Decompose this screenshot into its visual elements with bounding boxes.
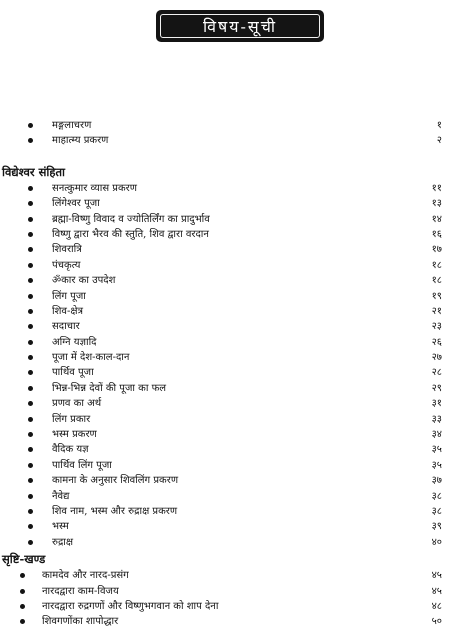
toc-entry-title: भिन्न-भिन्न देवों की पूजा का फल xyxy=(52,382,167,394)
toc-entry xyxy=(0,196,460,211)
bullet-icon xyxy=(28,186,33,191)
toc-entry-title: पंचकृत्य xyxy=(52,259,81,271)
toc-entry xyxy=(0,396,460,411)
bullet-icon xyxy=(28,432,33,437)
toc-entry xyxy=(0,335,460,350)
toc-entry-title: लिंगेश्वर पूजा xyxy=(52,198,100,210)
toc-entry-page-number: ३७ xyxy=(431,475,442,487)
toc-entry-title: नारदद्वारा रुद्रगणों और विष्णुभगवान को शाप देना xyxy=(42,600,219,612)
toc-entry xyxy=(0,242,460,257)
toc-entry xyxy=(0,319,460,334)
toc-entry-title: भस्म xyxy=(52,521,69,533)
toc-entry-page-number: ३५ xyxy=(431,444,442,456)
toc-entry xyxy=(0,427,460,442)
bullet-icon xyxy=(28,278,33,283)
toc-entry-title: मङ्गलाचरण xyxy=(52,120,92,131)
toc-entry xyxy=(0,118,460,133)
toc-entry-page-number: १३ xyxy=(431,198,442,210)
toc-entry-page-number: ५० xyxy=(431,616,442,628)
toc-entry-title: ब्रह्मा-विष्णु विवाद व ज्योतिर्लिंग का प्रादुर्भाव xyxy=(52,213,210,225)
toc-entry-page-number: १८ xyxy=(431,259,442,271)
toc-entry-title: सनत्कुमार व्यास प्रकरण xyxy=(52,182,137,194)
bullet-icon xyxy=(28,294,33,299)
toc-section xyxy=(0,550,460,630)
bullet-icon xyxy=(28,370,33,375)
toc-entry-page-number: २८ xyxy=(431,367,442,379)
toc-entry-page-number: १६ xyxy=(431,228,442,240)
section-gap xyxy=(0,149,460,163)
toc-entry xyxy=(0,365,460,380)
toc-entry xyxy=(0,473,460,488)
toc-entry xyxy=(0,181,460,196)
toc-entry-page-number: ४५ xyxy=(431,570,442,582)
toc-entry-title: पार्थिव लिंग पूजा xyxy=(52,459,112,471)
bullet-icon xyxy=(28,324,33,329)
toc-entry-page-number: ४५ xyxy=(431,585,442,597)
toc-entry-page-number: १ xyxy=(436,120,442,131)
toc-entry-title: वैदिक यज्ञ xyxy=(52,444,89,456)
toc-entry xyxy=(0,504,460,519)
toc-entry-page-number: ४८ xyxy=(431,600,442,612)
bullet-icon xyxy=(28,263,33,268)
toc-entry-title: माहात्म्य प्रकरण xyxy=(52,135,109,147)
toc-entry-title: लिंग पूजा xyxy=(52,290,86,302)
intro-section xyxy=(0,118,460,149)
toc-entry-page-number: २६ xyxy=(431,336,442,348)
toc-entry-page-number: २ xyxy=(436,135,442,147)
toc-entry xyxy=(0,519,460,534)
toc-entry xyxy=(0,273,460,288)
bullet-icon xyxy=(28,386,33,391)
toc-entry xyxy=(0,458,460,473)
toc-entry-title: नारदद्वारा काम-विजय xyxy=(42,585,119,597)
toc-entry-page-number: २९ xyxy=(431,382,442,394)
toc-entry xyxy=(0,412,460,427)
toc-entry xyxy=(0,568,460,583)
toc-entry-page-number: ३५ xyxy=(431,459,442,471)
bullet-icon xyxy=(28,401,33,406)
toc-entry-page-number: ११ xyxy=(431,182,442,194)
toc-entry-title: शिवगणोंका शापोद्धार xyxy=(42,616,119,628)
toc-entry-title: पूजा में देश-काल-दान xyxy=(52,352,130,364)
toc-entry-title: शिव-क्षेत्र xyxy=(52,305,84,317)
section-heading: सृष्टि-खण्ड xyxy=(2,552,46,567)
toc-entry-title: सदाचार xyxy=(52,321,80,333)
toc-entry-page-number: ३९ xyxy=(431,521,442,533)
toc-entry-title: विष्णु द्वारा भैरव की स्तुति, शिव द्वारा वरदान xyxy=(52,228,209,240)
bullet-icon xyxy=(28,217,33,222)
toc-entry xyxy=(0,614,460,629)
toc-entry xyxy=(0,599,460,614)
bullet-icon xyxy=(28,201,33,206)
toc-entry-page-number: १७ xyxy=(431,244,442,256)
bullet-icon xyxy=(28,123,33,128)
toc-entry xyxy=(0,535,460,550)
toc-entry-page-number: २१ xyxy=(431,305,442,317)
toc-entry-page-number: ३८ xyxy=(431,490,442,502)
toc-entry-page-number: २३ xyxy=(431,321,442,333)
bullet-icon xyxy=(28,247,33,252)
toc-entry-title: प्रणव का अर्थ xyxy=(52,398,102,410)
toc-entry-page-number: २७ xyxy=(431,352,442,364)
toc-entry-title: अग्नि यज्ञादि xyxy=(52,336,97,348)
bullet-icon xyxy=(20,589,25,594)
toc-entry xyxy=(0,133,460,148)
toc-entry-title: भस्म प्रकरण xyxy=(52,429,97,441)
toc-entry-title: शिव नाम, भस्म और रुद्राक्ष प्रकरण xyxy=(52,505,178,517)
bullet-icon xyxy=(28,138,33,143)
toc-entry-page-number: ४० xyxy=(431,536,442,548)
toc-section xyxy=(0,163,460,550)
bullet-icon xyxy=(20,573,25,578)
bullet-icon xyxy=(28,232,33,237)
toc-entry xyxy=(0,381,460,396)
toc-entry xyxy=(0,442,460,457)
bullet-icon xyxy=(28,494,33,499)
bullet-icon xyxy=(28,478,33,483)
bullet-icon xyxy=(28,340,33,345)
bullet-icon xyxy=(28,309,33,314)
bullet-icon xyxy=(20,604,25,609)
bullet-icon xyxy=(28,417,33,422)
title-banner xyxy=(157,11,323,41)
bullet-icon xyxy=(28,524,33,529)
toc-entry xyxy=(0,212,460,227)
toc-entry-page-number: ३८ xyxy=(431,505,442,517)
toc-entry-page-number: १८ xyxy=(431,275,442,287)
toc-entry-title: नैवेद्य xyxy=(52,490,70,502)
toc-entry-title: कामना के अनुसार शिवलिंग प्रकरण xyxy=(52,475,179,487)
toc-entry xyxy=(0,289,460,304)
toc-entry-title: रुद्राक्ष xyxy=(52,536,74,548)
toc-entry xyxy=(0,584,460,599)
bullet-icon xyxy=(28,355,33,360)
toc-entry-title: पार्थिव पूजा xyxy=(52,367,94,379)
toc-entry-title: लिंग प्रकार xyxy=(52,413,91,425)
toc-entry xyxy=(0,258,460,273)
section-heading: विद्येश्वर संहिता xyxy=(2,164,65,179)
bullet-icon xyxy=(28,509,33,514)
toc-entry-page-number: ३३ xyxy=(431,413,442,425)
page-title: विषय-सूची xyxy=(160,14,320,38)
toc-entry-title: शिवरात्रि xyxy=(52,244,82,256)
toc-entry-page-number: ३१ xyxy=(431,398,442,410)
toc-entry-page-number: ३४ xyxy=(431,429,442,441)
toc-entry xyxy=(0,350,460,365)
toc-entry xyxy=(0,489,460,504)
bullet-icon xyxy=(28,463,33,468)
toc-entry xyxy=(0,304,460,319)
table-of-contents xyxy=(0,118,460,630)
toc-entry-page-number: १९ xyxy=(431,290,442,302)
toc-entry xyxy=(0,227,460,242)
toc-entry-page-number: १४ xyxy=(431,213,442,225)
bullet-icon xyxy=(28,540,33,545)
toc-entry-title: ॐकार का उपदेश xyxy=(52,275,116,287)
toc-entry-title: कामदेव और नारद-प्रसंग xyxy=(42,570,129,582)
bullet-icon xyxy=(28,447,33,452)
bullet-icon xyxy=(20,619,25,624)
